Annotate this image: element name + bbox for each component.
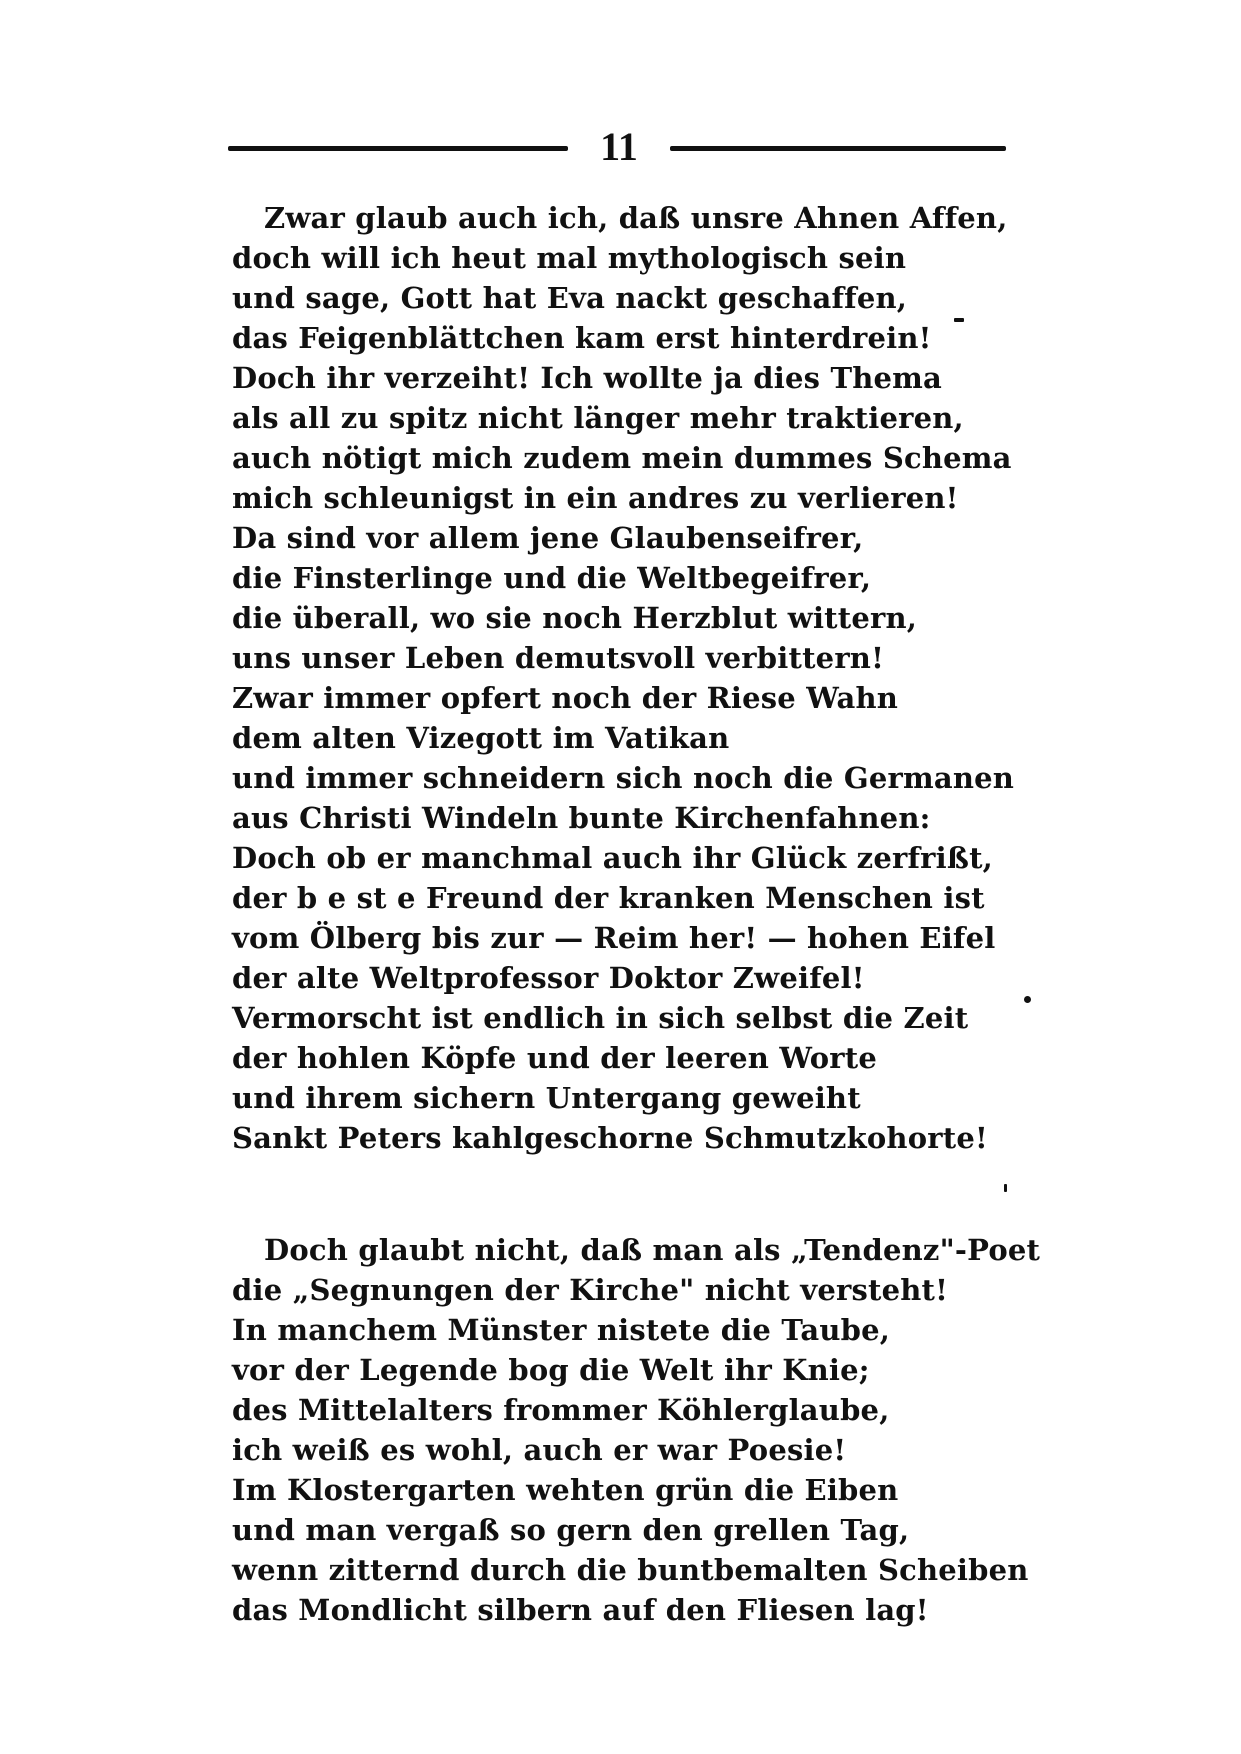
verse-line: und immer schneidern sich noch die Germanen bbox=[232, 761, 1015, 795]
verse-line: Doch glaubt nicht, daß man als „Tendenz"-Poet bbox=[264, 1233, 1041, 1267]
verse-line: wenn zitternd durch die buntbemalten Scheiben bbox=[232, 1553, 1029, 1587]
verse-line: Doch ihr verzeiht! Ich wollte ja dies Thema bbox=[232, 361, 943, 395]
verse-line: und sage, Gott hat Eva nackt geschaffen, bbox=[232, 281, 908, 315]
verse-line: ich weiß es wohl, auch er war Poesie! bbox=[232, 1433, 847, 1467]
verse-line: uns unser Leben demutsvoll verbittern! bbox=[232, 641, 885, 675]
scan-speck bbox=[954, 318, 964, 322]
verse-line: auch nötigt mich zudem mein dummes Schema bbox=[232, 441, 1012, 475]
verse-line: der alte Weltprofessor Doktor Zweifel! bbox=[232, 961, 865, 995]
verse-line: die „Segnungen der Kirche" nicht versteht! bbox=[232, 1273, 949, 1307]
verse-line: Zwar glaub auch ich, daß unsre Ahnen Affen, bbox=[264, 201, 1008, 235]
scan-speck bbox=[1024, 996, 1031, 1003]
verse-line: das Mondlicht silbern auf den Fliesen lag! bbox=[232, 1593, 929, 1627]
verse-line: Zwar immer opfert noch der Riese Wahn bbox=[232, 681, 899, 715]
verse-line: das Feigenblättchen kam erst hinterdrein! bbox=[232, 321, 932, 355]
verse-line: die Finsterlinge und die Weltbegeifrer, bbox=[232, 561, 872, 595]
verse-line: Da sind vor allem jene Glaubenseifrer, bbox=[232, 521, 864, 555]
verse-line: dem alten Vizegott im Vatikan bbox=[232, 721, 730, 755]
page-number: 11 bbox=[600, 124, 638, 169]
verse-line: Vermorscht ist endlich in sich selbst die Zeit bbox=[232, 1001, 969, 1035]
verse-line: Sankt Peters kahlgeschorne Schmutzkohorte! bbox=[232, 1121, 988, 1155]
verse-line: doch will ich heut mal mythologisch sein bbox=[232, 241, 907, 275]
verse-line: und ihrem sichern Untergang geweiht bbox=[232, 1081, 861, 1115]
verse-line: Doch ob er manchmal auch ihr Glück zerfrißt, bbox=[232, 841, 993, 875]
verse-line: mich schleunigst in ein andres zu verlieren! bbox=[232, 481, 959, 515]
verse-line: als all zu spitz nicht länger mehr traktieren, bbox=[232, 401, 964, 435]
verse-line: der b e st e Freund der kranken Menschen ist bbox=[232, 881, 985, 915]
verse-line: aus Christi Windeln bunte Kirchenfahnen: bbox=[232, 801, 931, 835]
stanza-2 bbox=[232, 1230, 1040, 1630]
verse-line: vom Ölberg bis zur — Reim her! — hohen Eifel bbox=[232, 921, 996, 955]
verse-line: In manchem Münster nistete die Taube, bbox=[232, 1313, 891, 1347]
verse-line: und man vergaß so gern den grellen Tag, bbox=[232, 1513, 910, 1547]
verse-line: des Mittelalters frommer Köhlerglaube, bbox=[232, 1393, 890, 1427]
stanza-1 bbox=[232, 198, 1014, 1158]
verse-line: vor der Legende bog die Welt ihr Knie; bbox=[232, 1353, 870, 1387]
page-header bbox=[228, 122, 1006, 172]
verse-line: die überall, wo sie noch Herzblut wittern, bbox=[232, 601, 918, 635]
verse-line: der hohlen Köpfe und der leeren Worte bbox=[232, 1041, 878, 1075]
scan-speck bbox=[1004, 1184, 1007, 1192]
header-rule-left bbox=[228, 146, 568, 151]
verse-line: Im Klostergarten wehten grün die Eiben bbox=[232, 1473, 899, 1507]
header-rule-right bbox=[670, 146, 1006, 151]
